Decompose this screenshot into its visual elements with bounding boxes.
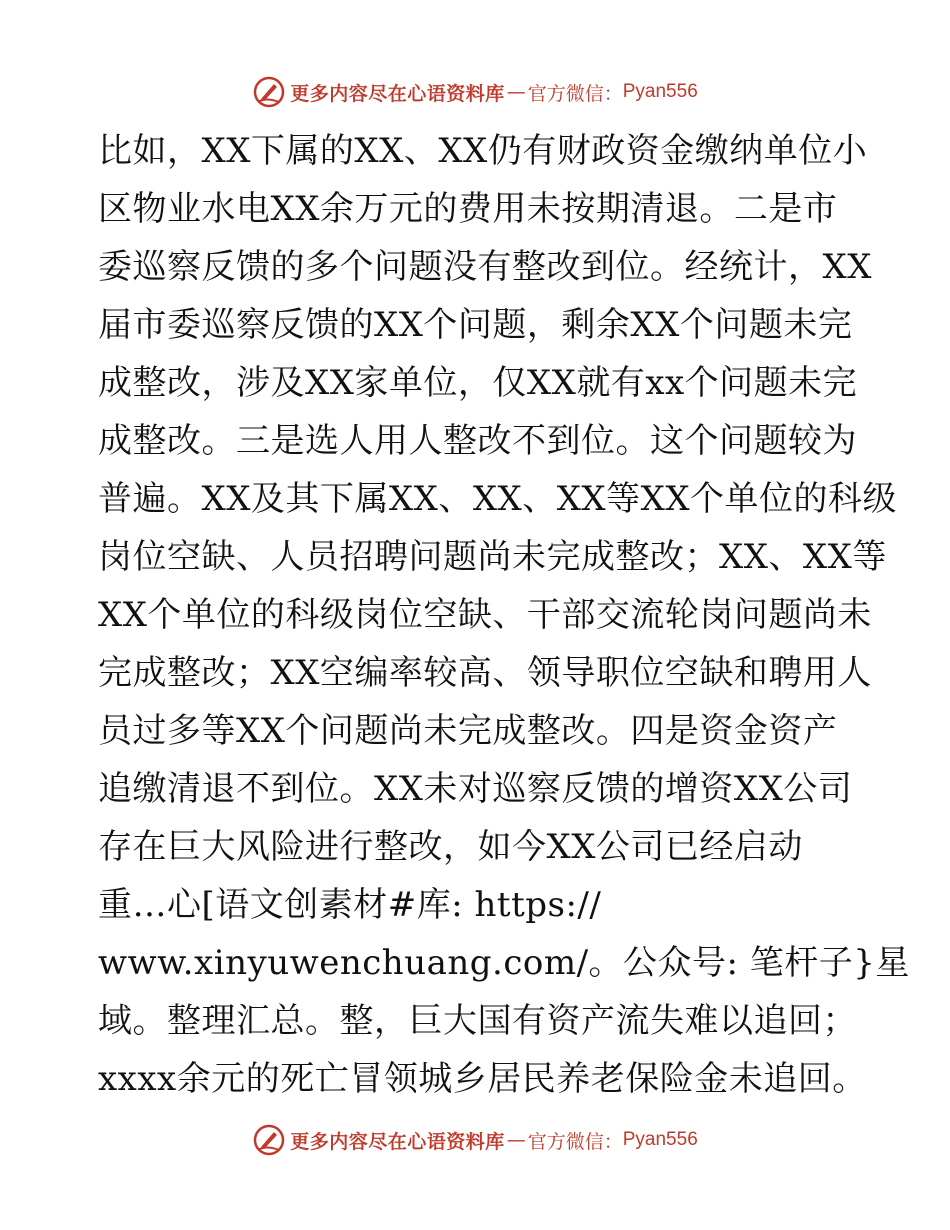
body-line: 重…心[语文创素材#库: https:// [98, 885, 602, 925]
body-line: 成整改。三是选人用人整改不到位。这个问题较为 [98, 421, 857, 461]
body-line: xxxx余元的死亡冒领城乡居民养老保险金未追回。 [98, 1059, 867, 1099]
brand-logo-icon [252, 1123, 286, 1157]
footer-banner [0, 1120, 950, 1160]
body-line: 追缴清退不到位。XX未对巡察反馈的增资XX公司 [98, 769, 853, 809]
body-line: XX个单位的科级岗位空缺、干部交流轮岗问题尚未 [98, 595, 872, 635]
body-line: 存在巨大风险进行整改，如今XX公司已经启动 [98, 827, 803, 867]
body-line: 成整改，涉及XX家单位，仅XX就有xx个问题未完 [98, 363, 858, 403]
body-line: 岗位空缺、人员招聘问题尚未完成整改；XX、XX等 [98, 537, 887, 577]
body-line: 员过多等XX个问题尚未完成整改。四是资金资产 [98, 711, 838, 751]
body-line: 普遍。XX及其下属XX、XX、XX等XX个单位的科级 [98, 479, 898, 519]
body-line: 委巡察反馈的多个问题没有整改到位。经统计，XX [98, 247, 872, 287]
header-brand-text: 更多内容尽在心语资料库 [290, 82, 505, 105]
body-line: 完成整改；XX空编率较高、领导职位空缺和聘用人 [98, 653, 872, 693]
body-line: 域。整理汇总。整，巨大国有资产流失难以追回； [98, 1001, 857, 1041]
brand-logo-icon [252, 75, 286, 109]
header-wechat-label: 官方微信： [527, 82, 623, 105]
body-line: 届市委巡察反馈的XX个问题，剩余XX个问题未完 [98, 305, 853, 345]
footer-wechat-label: 官方微信： [527, 1130, 623, 1153]
header-banner [0, 72, 950, 112]
document-body [98, 122, 910, 1108]
body-line: 区物业水电XX余万元的费用未按期清退。二是市 [98, 189, 838, 229]
header-wechat-id: Pyan556 [622, 81, 698, 102]
footer-brand-text: 更多内容尽在心语资料库 [290, 1130, 505, 1153]
footer-dash: — [506, 1129, 526, 1151]
body-line: 比如，XX下属的XX、XX仍有财政资金缴纳单位小 [98, 131, 868, 171]
footer-wechat-id: Pyan556 [622, 1129, 698, 1150]
body-line: www.xinyuwenchuang.com/。公众号: 笔杆子}星 [98, 943, 910, 983]
header-dash: — [506, 81, 526, 103]
